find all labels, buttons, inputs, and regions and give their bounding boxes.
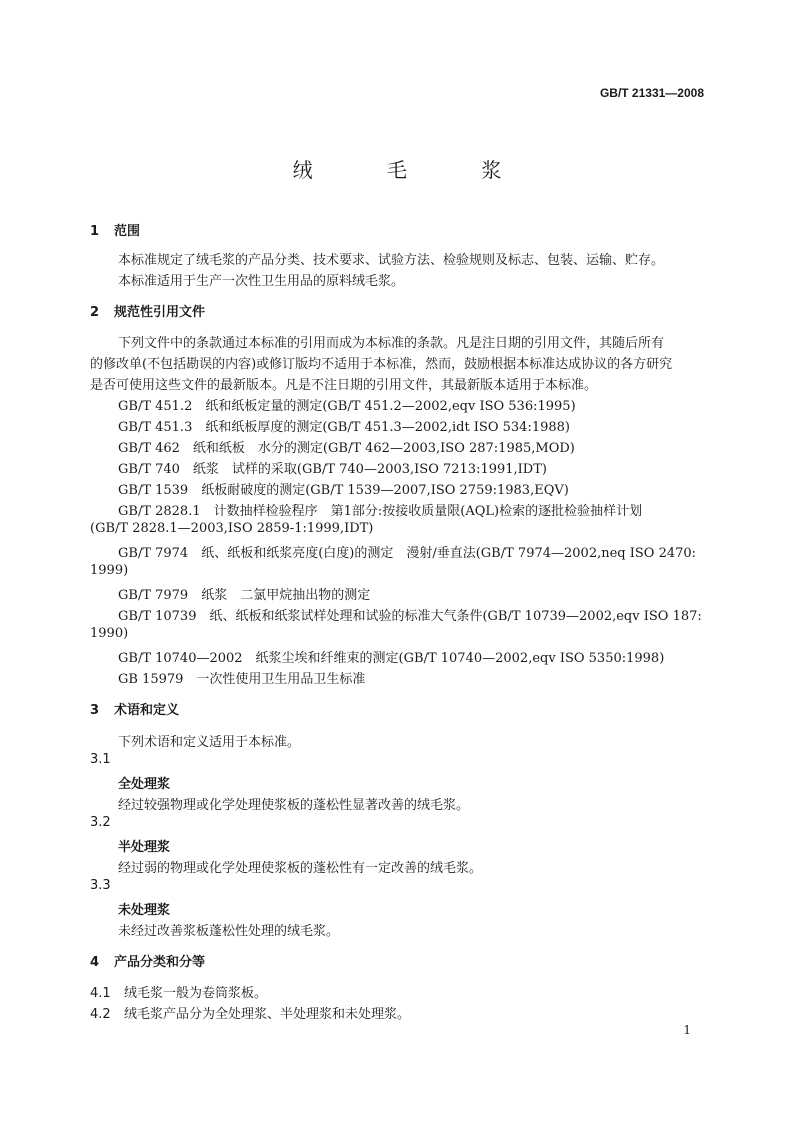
clause-text: 绒毛浆产品分为全处理浆、半处理浆和未处理浆。 [124,1007,411,1022]
reference-item-continuation: (GB/T 2828.1—2003,ISO 2859-1:1999,IDT) [90,521,374,536]
section-title: 产品分类和分等 [114,955,206,970]
section-4-heading [90,951,205,970]
term-number: 3.2 [90,815,111,830]
section-2-heading [90,301,205,320]
section-number: 3 [90,703,100,718]
reference-item: GB/T 10739 纸、纸板和纸浆试样处理和试验的标准大气条件(GB/T 10739—2002,eqv ISO 187: [118,609,702,624]
paragraph: 下列术语和定义适用于本标准。 [118,735,301,750]
term-definition: 未经过改善浆板蓬松性处理的绒毛浆。 [118,924,340,939]
term-name: 全处理浆 [118,777,171,792]
reference-item-continuation: 1999) [90,563,129,578]
section-title: 范围 [114,224,141,239]
clause-number: 4.2 [90,1007,111,1022]
term-number: 3.3 [90,878,111,893]
paragraph-continuation: 是否可使用这些文件的最新版本。凡是不注日期的引用文件，其最新版本适用于本标准。 [90,378,598,393]
clause-text: 绒毛浆一般为卷筒浆板。 [124,986,268,1001]
reference-item: GB 15979 一次性使用卫生用品卫生标准 [118,672,366,687]
paragraph-continuation: 的修改单(不包括勘误的内容)或修订版均不适用于本标准，然而，鼓励根据本标准达成协议的各方研究 [90,357,673,372]
standard-code: GB/T 21331—2008 [599,86,704,100]
reference-item: GB/T 451.3 纸和纸板厚度的测定(GB/T 451.3—2002,idt ISO 534:1988) [118,420,570,435]
term-name: 半处理浆 [118,840,171,855]
section-number: 1 [90,224,100,239]
term-definition: 经过较强物理或化学处理使浆板的蓬松性显著改善的绒毛浆。 [118,798,470,813]
clause-4-1 [90,982,267,1001]
section-1-heading [90,220,140,239]
reference-item: GB/T 451.2 纸和纸板定量的测定(GB/T 451.2—2002,eqv ISO 536:1995) [118,399,576,414]
term-definition: 经过弱的物理或化学处理使浆板的蓬松性有一定改善的绒毛浆。 [118,861,483,876]
term-name: 未处理浆 [118,903,171,918]
paragraph: 本标准适用于生产一次性卫生用品的原料绒毛浆。 [118,274,405,289]
clause-number: 4.1 [90,986,111,1001]
reference-item: GB/T 2828.1 计数抽样检验程序 第1部分:按接收质量限(AQL)检索的逐批检验抽样计划 [118,504,643,519]
paragraph: 本标准规定了绒毛浆的产品分类、技术要求、试验方法、检验规则及标志、包装、运输、贮存。 [118,253,665,268]
section-number: 4 [90,955,100,970]
reference-item: GB/T 7979 纸浆 二氯甲烷抽出物的测定 [118,588,371,603]
section-title: 规范性引用文件 [114,305,206,320]
section-title: 术语和定义 [114,703,180,718]
reference-item: GB/T 740 纸浆 试样的采取(GB/T 740—2003,ISO 7213:1991,IDT) [118,462,547,477]
section-number: 2 [90,305,100,320]
page-title: 绒 毛 浆 [292,158,536,182]
reference-item: GB/T 7974 纸、纸板和纸浆亮度(白度)的测定 漫射/垂直法(GB/T 7974—2002,neq ISO 2470: [118,546,697,561]
paragraph: 下列文件中的条款通过本标准的引用而成为本标准的条款。凡是注日期的引用文件，其随后所有 [118,336,665,351]
reference-item: GB/T 462 纸和纸板 水分的测定(GB/T 462—2003,ISO 287:1985,MOD) [118,441,575,456]
section-3-heading [90,699,179,718]
term-number: 3.1 [90,752,111,767]
reference-item: GB/T 10740—2002 纸浆尘埃和纤维束的测定(GB/T 10740—2002,eqv ISO 5350:1998) [118,651,665,666]
reference-item: GB/T 1539 纸板耐破度的测定(GB/T 1539—2007,ISO 2759:1983,EQV) [118,483,569,498]
reference-item-continuation: 1990) [90,626,129,641]
page-number: 1 [683,1023,691,1037]
clause-4-2 [90,1003,410,1022]
